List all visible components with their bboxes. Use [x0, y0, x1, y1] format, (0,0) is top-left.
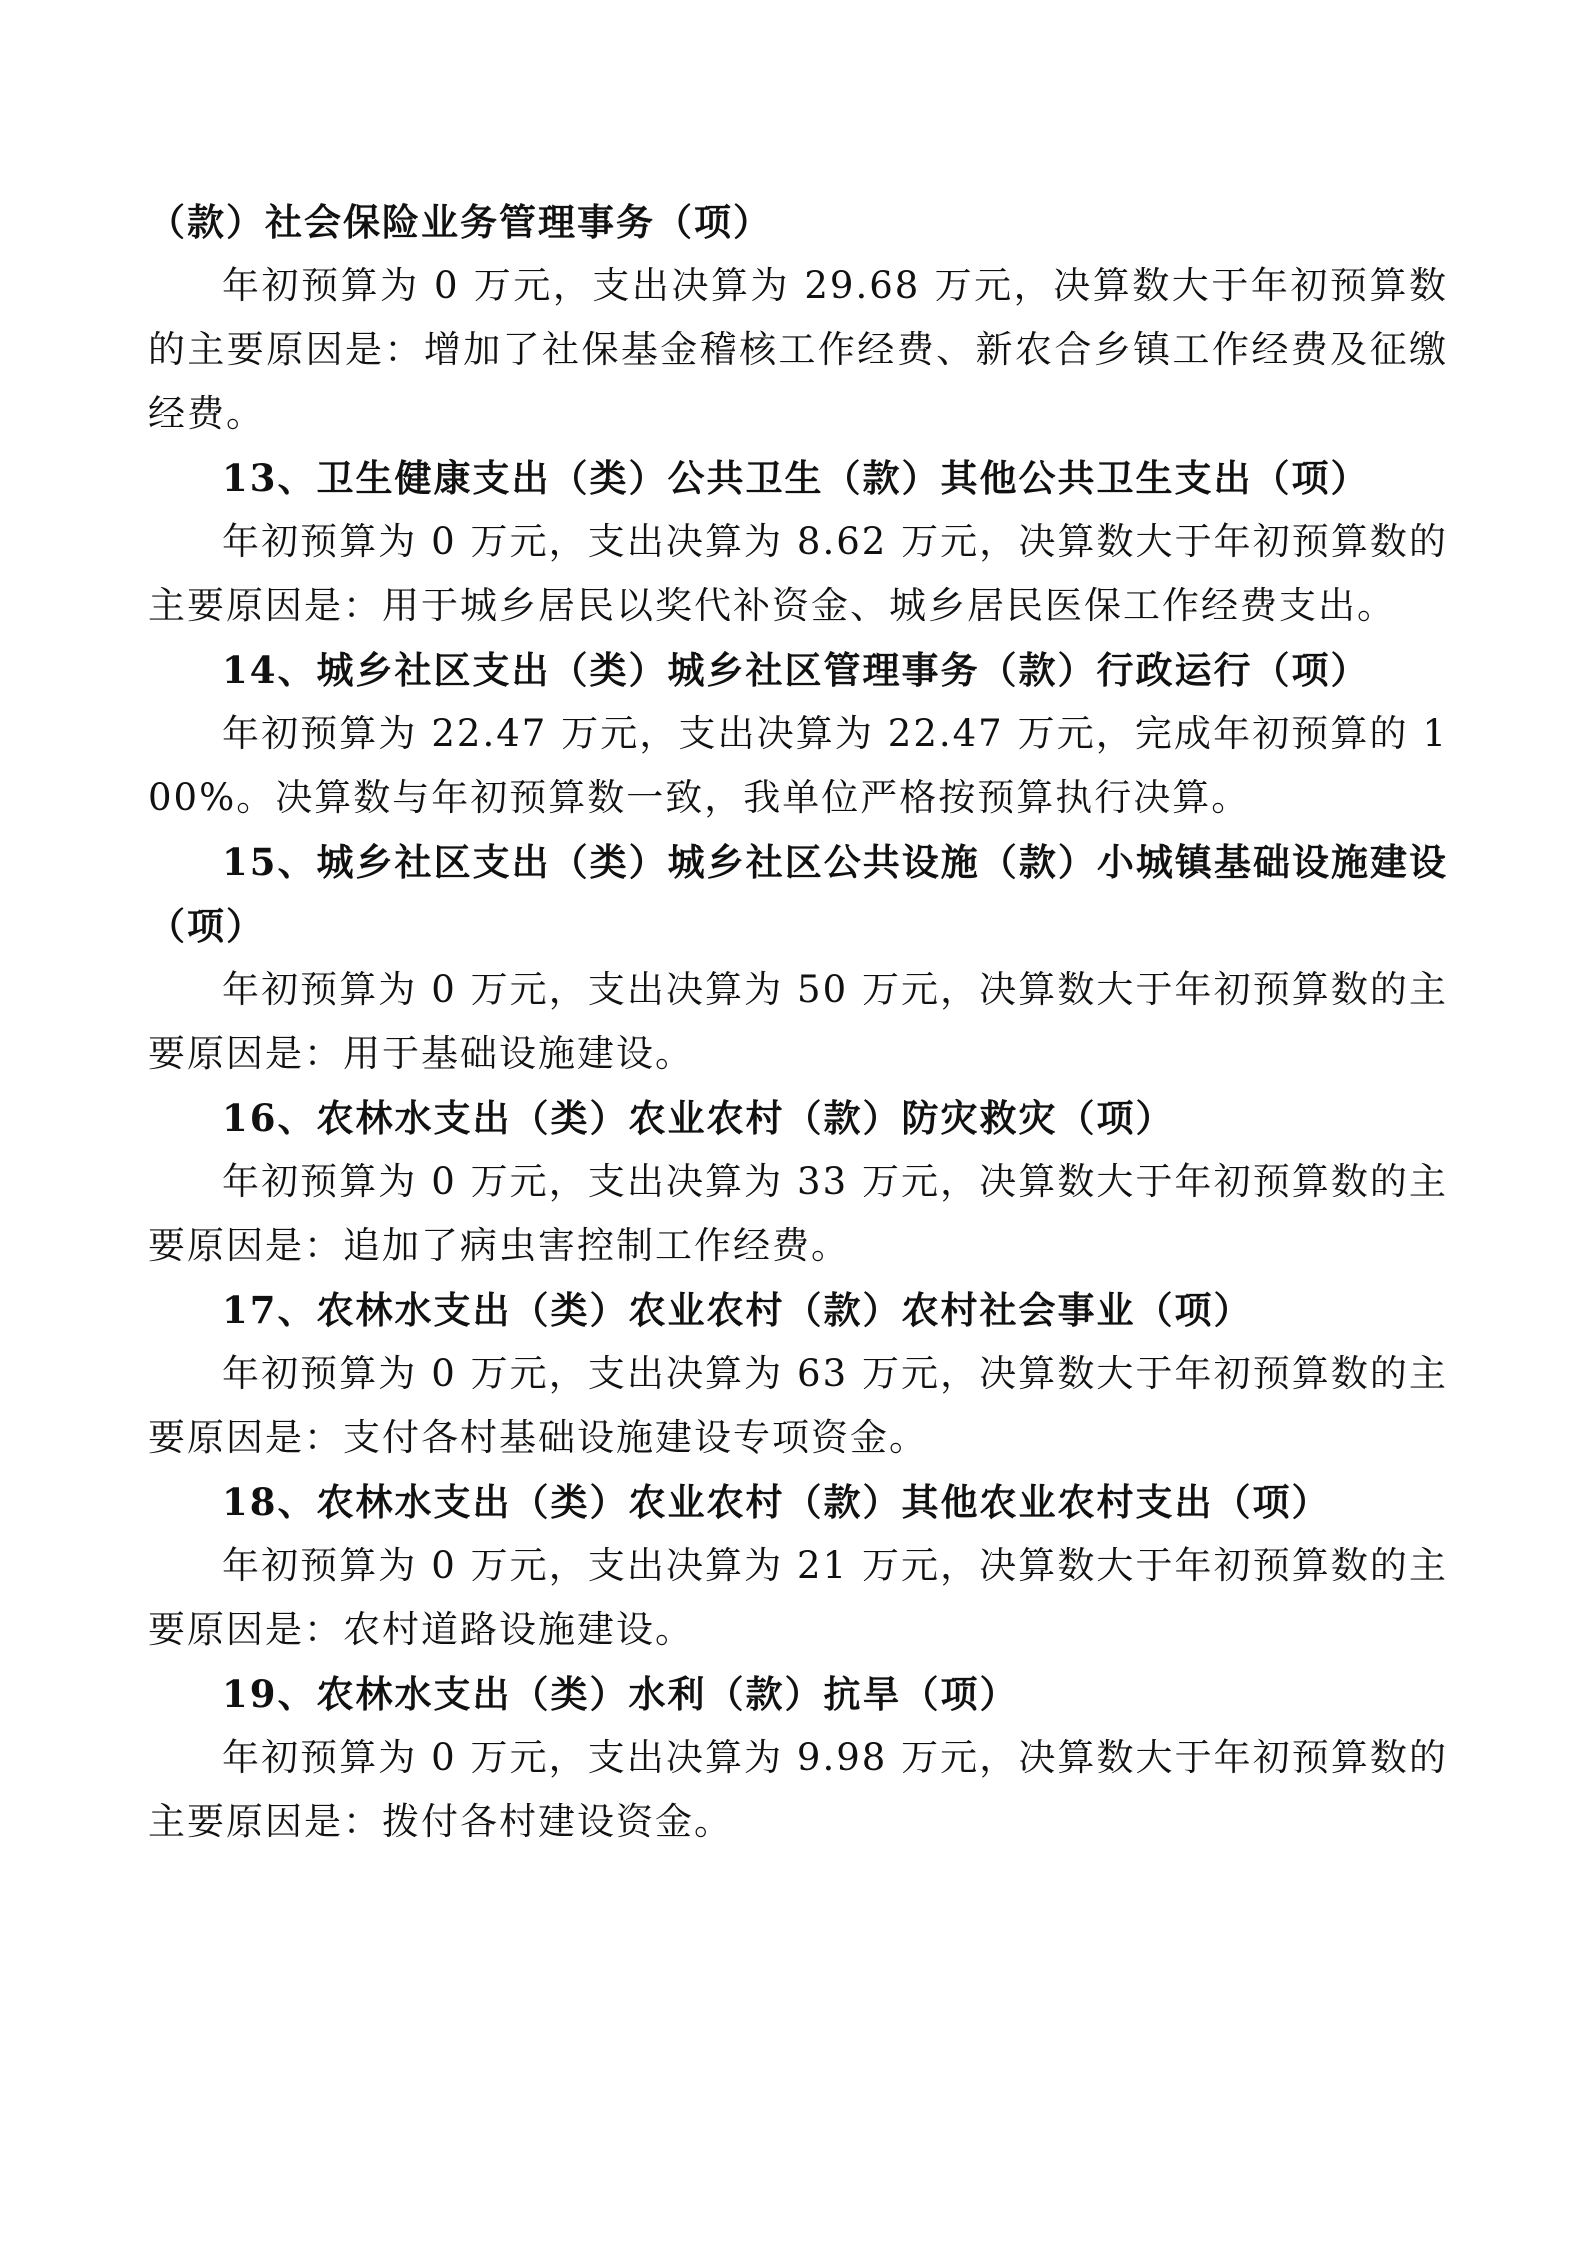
body-paragraph: 年初预算为 0 万元，支出决算为 9.98 万元，决算数大于年初预算数的主要原因是：拨付各村建设资金。 — [148, 1736, 1448, 1843]
section-heading-15: 15、城乡社区支出（类）城乡社区公共设施（款）小城镇基础设施建设（项） — [148, 840, 1448, 948]
section-heading-16: 16、农林水支出（类）农业农村（款）防灾救灾（项） — [222, 1096, 1175, 1140]
body-paragraph: 年初预算为 0 万元，支出决算为 63 万元，决算数大于年初预算数的主要原因是：支付各村基础设施建设专项资金。 — [148, 1352, 1448, 1459]
body-paragraph: 年初预算为 22.47 万元，支出决算为 22.47 万元，完成年初预算的 100%。决算数与年初预算数一致，我单位严格按预算执行决算。 — [148, 712, 1448, 819]
body-paragraph: 年初预算为 0 万元，支出决算为 33 万元，决算数大于年初预算数的主要原因是：追加了病虫害控制工作经费。 — [148, 1160, 1448, 1267]
section-heading-14: 14、城乡社区支出（类）城乡社区管理事务（款）行政运行（项） — [222, 648, 1370, 692]
body-paragraph: 年初预算为 0 万元，支出决算为 29.68 万元，决算数大于年初预算数的主要原因是：增加了社保基金稽核工作经费、新农合乡镇工作经费及征缴经费。 — [148, 264, 1448, 435]
section-heading-17: 17、农林水支出（类）农业农村（款）农村社会事业（项） — [222, 1288, 1253, 1332]
body-paragraph: 年初预算为 0 万元，支出决算为 21 万元，决算数大于年初预算数的主要原因是：农村道路设施建设。 — [148, 1544, 1448, 1651]
document-body — [148, 190, 1448, 1854]
body-paragraph: 年初预算为 0 万元，支出决算为 8.62 万元，决算数大于年初预算数的主要原因是：用于城乡居民以奖代补资金、城乡居民医保工作经费支出。 — [148, 520, 1448, 627]
section-heading-19: 19、农林水支出（类）水利（款）抗旱（项） — [222, 1672, 1019, 1716]
section-heading-13: 13、卫生健康支出（类）公共卫生（款）其他公共卫生支出（项） — [222, 456, 1370, 500]
body-paragraph: 年初预算为 0 万元，支出决算为 50 万元，决算数大于年初预算数的主要原因是：用于基础设施建设。 — [148, 968, 1448, 1075]
section-heading-18: 18、农林水支出（类）农业农村（款）其他农业农村支出（项） — [222, 1480, 1331, 1524]
section-heading-continuation: （款）社会保险业务管理事务（项） — [148, 200, 772, 244]
